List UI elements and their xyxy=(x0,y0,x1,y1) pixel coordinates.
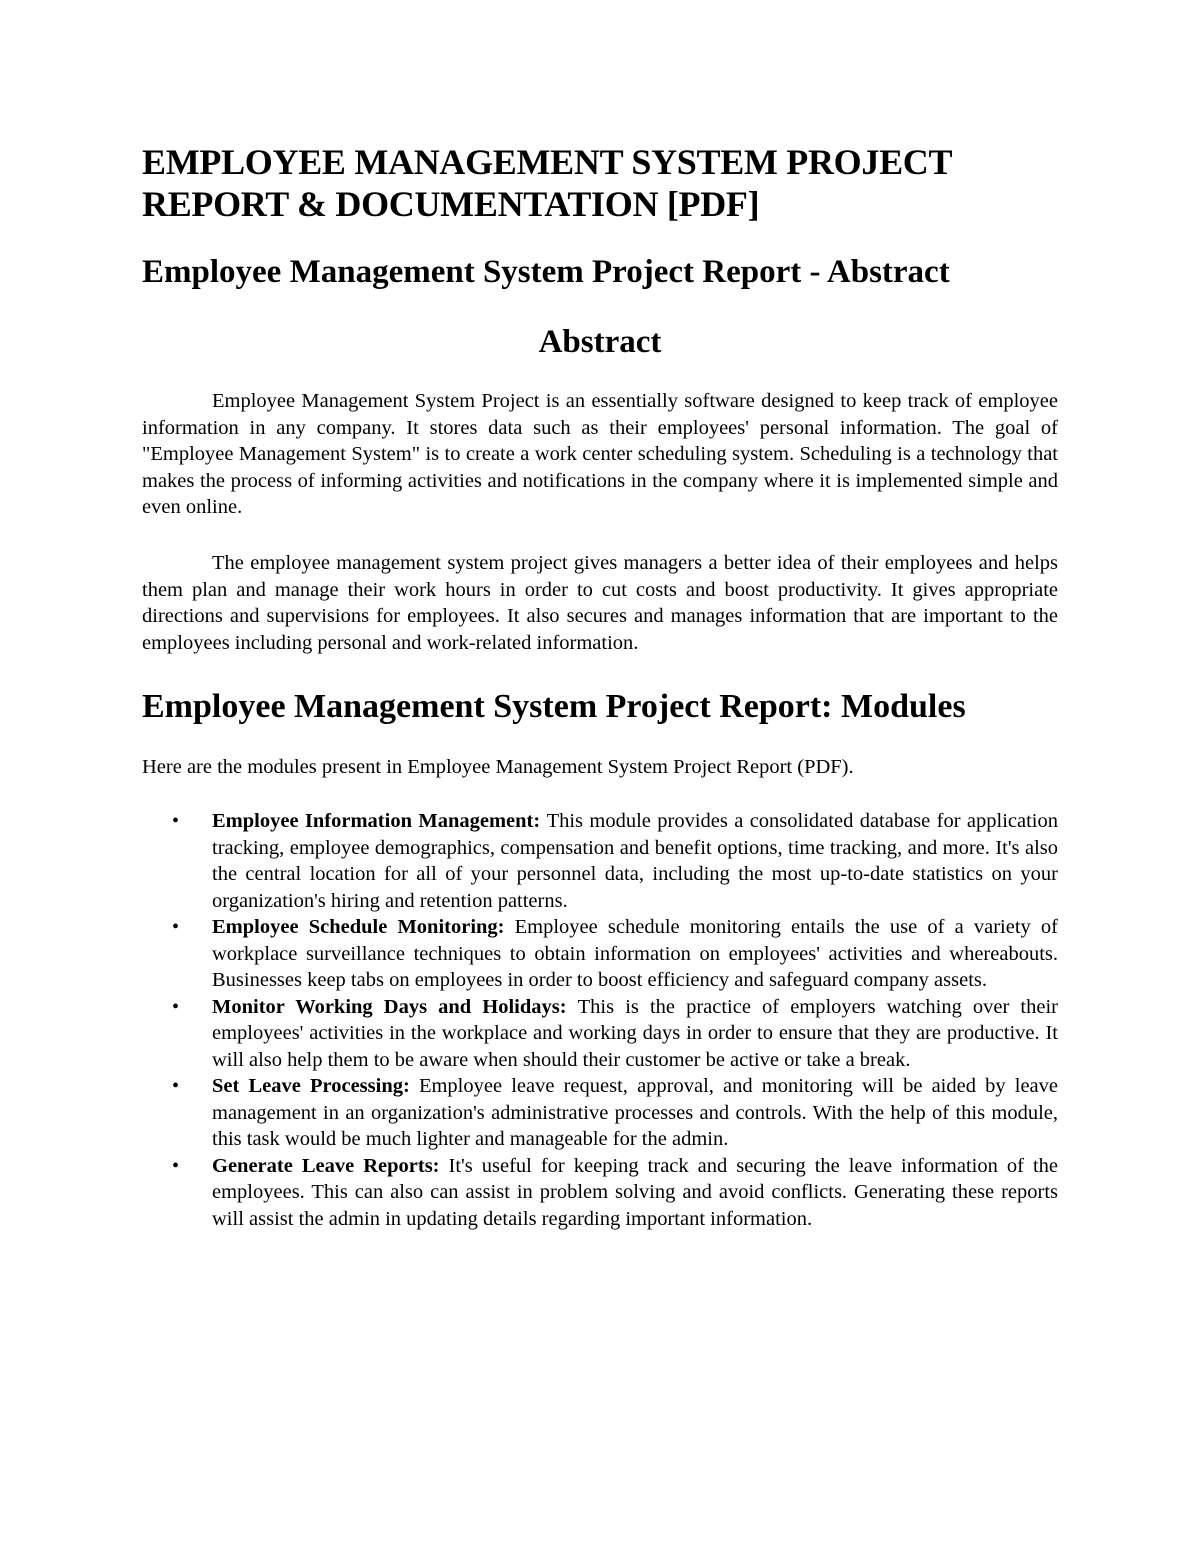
bullet-icon: • xyxy=(172,995,180,1018)
bullet-icon: • xyxy=(172,810,180,832)
module-name: Monitor Working Days and Holidays: xyxy=(212,995,578,1018)
module-name: Employee Information Management: xyxy=(212,810,547,832)
abstract-paragraph-2: The employee management system project gives managers a better idea of their employees and helps them plan and manage their work hours in order to cut costs and boost productivity. It gives appropriate directions and supervisions for employees. It also secures and manages information that are important to the employees including personal and work-related information. xyxy=(142,552,1058,654)
list-item xyxy=(142,1153,1058,1233)
module-name: Set Leave Processing: xyxy=(212,1075,419,1097)
modules-heading: Employee Management System Project Report: Modules xyxy=(142,688,966,725)
module-description: It's useful for keeping track and securing the leave information of the employees. This can also can assist in problem solving and avoid conflicts. Generating these reports will assist the admin in updating details regarding important information. xyxy=(212,1154,1058,1230)
abstract-paragraph-1: Employee Management System Project is an essentially software designed to keep track of employee information in any company. It stores data such as their employees' personal information. The goal of "Employee Management System" is to create a work center scheduling system. Scheduling is a technology that makes the process of informing activities and notifications in the company where it is implemented simple and even online. xyxy=(142,390,1058,518)
module-description: Employee schedule monitoring entails the use of a variety of workplace surveillance techniques to obtain information on employees' activities and whereabouts. Businesses keep tabs on employees in order to boost efficiency and safeguard company assets. xyxy=(212,916,1058,991)
module-description: Employee leave request, approval, and monitoring will be aided by leave management in an organization's administrative processes and controls. With the help of this module, this task would be much lighter and manageable for the admin. xyxy=(212,1075,1059,1150)
document-title: EMPLOYEE MANAGEMENT SYSTEM PROJECT REPORT & DOCUMENTATION [PDF] xyxy=(142,142,952,224)
list-item xyxy=(142,1073,1058,1153)
list-item xyxy=(142,994,1058,1074)
module-name: Employee Schedule Monitoring: xyxy=(212,916,515,938)
bullet-icon: • xyxy=(172,916,180,938)
bullet-icon: • xyxy=(172,1154,180,1177)
bullet-icon: • xyxy=(172,1075,180,1097)
module-description: This module provides a consolidated database for application tracking, employee demographics, compensation and benefit options, time tracking, and more. It's also the central location for all of your personnel data, including the most up-to-date statistics on your organization's hiring and retention patterns. xyxy=(212,810,1058,912)
module-description: This is the practice of employers watching over their employees' activities in the workplace and working days in order to ensure that they are productive. It will also help them to be aware when should their customer be active or take a break. xyxy=(212,995,1058,1071)
abstract-subheading: Abstract xyxy=(538,324,662,360)
module-name: Generate Leave Reports: xyxy=(212,1154,449,1177)
list-item xyxy=(142,808,1058,914)
abstract-heading: Employee Management System Project Report - Abstract xyxy=(142,254,950,290)
modules-list xyxy=(142,808,1058,1232)
modules-intro: Here are the modules present in Employee Management System Project Report (PDF). xyxy=(142,756,854,778)
list-item xyxy=(142,914,1058,994)
